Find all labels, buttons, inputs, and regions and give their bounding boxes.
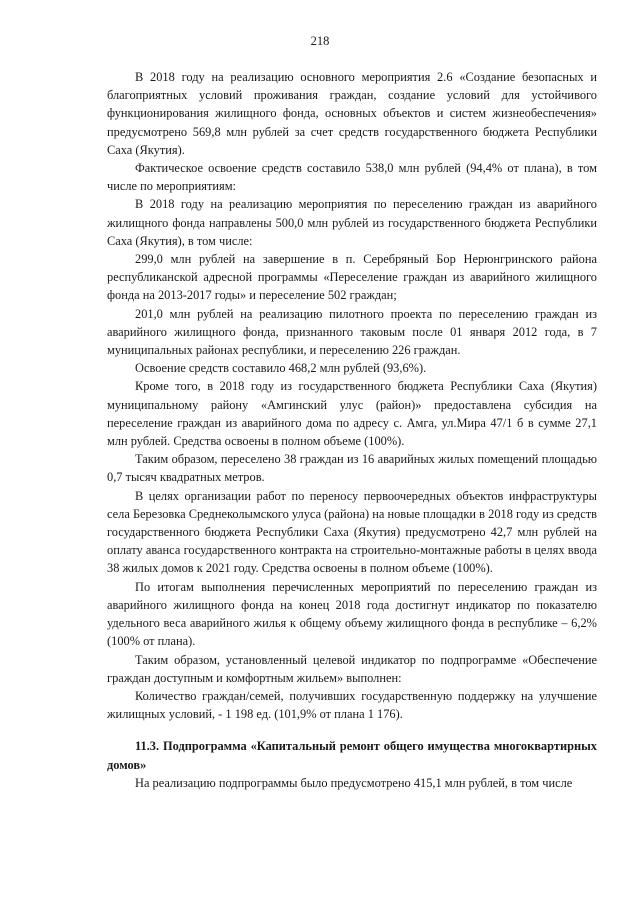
paragraph: Таким образом, переселено 38 граждан из 16 аварийных жилых помещений площадью 0,7 тысяч квадратных метров. bbox=[107, 452, 597, 485]
section-heading: 11.3. Подпрограмма «Капитальный ремонт общего имущества многоквартирных домов» bbox=[107, 739, 597, 772]
paragraph: По итогам выполнения перечисленных мероприятий по переселению граждан из аварийного жилищного фонда на конец 2018 года достигнут индикатор по показателю удельного веса аварийного жилья к общему объему жилищного фонда в республике – 6,2% (100% от плана). bbox=[107, 579, 597, 649]
paragraph: В 2018 году на реализацию мероприятия по переселению граждан из аварийного жилищного фонда направлены 500,0 млн рублей из государственного бюджета Республики Саха (Якутия), в том числе: bbox=[107, 197, 597, 248]
paragraph: В 2018 году на реализацию основного мероприятия 2.6 «Создание безопасных и благоприятных условий проживания граждан, создание условий для устойчивого функционирования жилищного фонда, основных объектов и систем жизнеобеспечения» предусмотрено 569,8 млн рублей за счет средств государственного бюджета Республики Саха (Якутия). bbox=[107, 70, 597, 157]
page-number: 218 bbox=[310, 34, 330, 48]
paragraph: Кроме того, в 2018 году из государственного бюджета Республики Саха (Якутия) муниципальному району «Амгинский улус (район)» предоставлена субсидия на переселение граждан из аварийного дома по адресу с. Амга, ул.Мира 47/1 б в сумме 27,1 млн рублей. Средства освоены в полном объеме (100%). bbox=[107, 379, 597, 449]
paragraph: 201,0 млн рублей на реализацию пилотного проекта по переселению граждан из аварийного жилищного фонда, признанного таковым после 01 января 2012 года, в 7 муниципальных районах республики, и переселению 226 граждан. bbox=[107, 306, 597, 358]
paragraph: На реализацию подпрограммы было предусмотрено 415,1 млн рублей, в том числе bbox=[135, 775, 573, 790]
paragraph: Количество граждан/семей, получивших государственную поддержку на улучшение жилищных условий, - 1 198 ед. (101,9% от плана 1 176). bbox=[107, 688, 597, 722]
paragraph: Фактическое освоение средств составило 538,0 млн рублей (94,4% от плана), в том числе по мероприятиям: bbox=[107, 161, 597, 194]
document-body bbox=[107, 68, 597, 792]
paragraph: Освоение средств составило 468,2 млн рублей (93,6%). bbox=[135, 361, 427, 376]
paragraph: Таким образом, установленный целевой индикатор по подпрограмме «Обеспечение граждан доступным и комфортным жильем» выполнен: bbox=[107, 652, 597, 685]
paragraph: В целях организации работ по переносу первоочередных объектов инфраструктуры села Березовка Среднеколымского улуса (района) на новые площадки в 2018 году из средств государственного бюджета Республики Саха (Якутия) предусмотрено 42,7 млн рублей на оплату аванса государственного контракта на строительно-монтажные работы в целях ввода 38 жилых домов к 2021 году. Средства освоены в полном объеме (100%). bbox=[107, 488, 597, 576]
paragraph: 299,0 млн рублей на завершение в п. Серебряный Бор Нерюнгринского района республиканской адресной программы «Переселение граждан из аварийного жилищного фонда на 2013-2017 годы» и переселение 502 граждан; bbox=[107, 252, 597, 303]
